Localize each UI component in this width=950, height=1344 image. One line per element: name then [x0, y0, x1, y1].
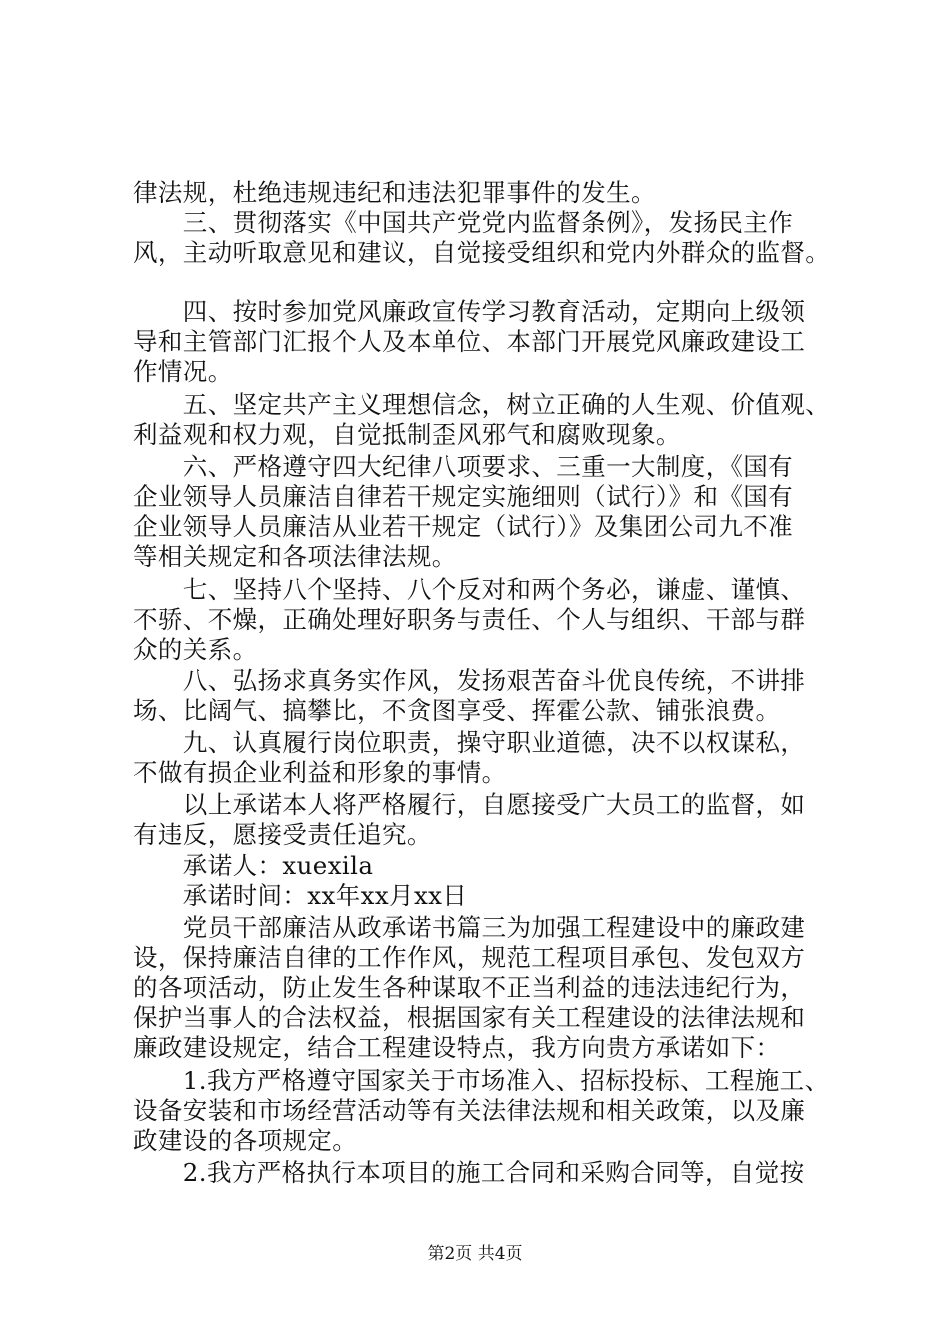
text-line: 利益观和权力观，自觉抵制歪风邪气和腐败现象。	[133, 420, 681, 449]
text-line: 作情况。	[133, 357, 233, 386]
text-line: 七、坚持八个坚持、八个反对和两个务必，谦虚、谨慎、	[133, 575, 806, 604]
text-line: 的各项活动，防止发生各种谋取不正当利益的违法违纪行为，	[133, 973, 806, 1002]
text-line: 企业领导人员廉洁从业若干规定（试行）》及集团公司九不准	[133, 512, 794, 541]
text-line: 三、贯彻落实《中国共产党党内监督条例》，发扬民主作	[133, 208, 794, 237]
text-line: 以上承诺本人将严格履行，自愿接受广大员工的监督，如	[133, 790, 806, 819]
text-line: 承诺人：xuexila	[133, 851, 374, 880]
text-line: 四、按时参加党风廉政宣传学习教育活动，定期向上级领	[133, 297, 806, 326]
text-line: 九、认真履行岗位职责，操守职业道德，决不以权谋私，	[133, 728, 806, 757]
text-line: 等相关规定和各项法律法规。	[133, 542, 457, 571]
text-line: 企业领导人员廉洁自律若干规定实施细则（试行）》和《国有	[133, 482, 794, 511]
text-line: 1.我方严格遵守国家关于市场准入、招标投标、工程施工、	[133, 1066, 830, 1095]
text-line: 保护当事人的合法权益，根据国家有关工程建设的法律法规和	[133, 1003, 806, 1032]
text-line: 六、严格遵守四大纪律八项要求、三重一大制度，《国有	[133, 452, 794, 481]
text-line: 有违反，愿接受责任追究。	[133, 820, 432, 849]
text-line: 党员干部廉洁从政承诺书篇三为加强工程建设中的廉政建	[133, 913, 806, 942]
text-line: 设，保持廉洁自律的工作作风，规范工程项目承包、发包双方	[133, 943, 806, 972]
text-line: 五、坚定共产主义理想信念，树立正确的人生观、价值观、	[133, 390, 831, 419]
text-line: 场、比阔气、搞攀比，不贪图享受、挥霍公款、铺张浪费。	[133, 696, 781, 725]
text-line: 众的关系。	[133, 635, 258, 664]
text-line: 律法规，杜绝违规违纪和违法犯罪事件的发生。	[133, 178, 656, 207]
text-line: 政建设的各项规定。	[133, 1126, 358, 1155]
text-line: 承诺时间：xx年xx月xx日	[133, 881, 468, 910]
text-line: 不做有损企业利益和形象的事情。	[133, 758, 507, 787]
text-line: 风，主动听取意见和建议，自觉接受组织和党内外群众的监督。	[133, 238, 831, 267]
text-line: 2.我方严格执行本项目的施工合同和采购合同等，自觉按	[133, 1158, 805, 1187]
page-number: 第2页 共4页	[427, 1244, 523, 1264]
text-line: 导和主管部门汇报个人及本单位、本部门开展党风廉政建设工	[133, 327, 806, 356]
text-line: 廉政建设规定，结合工程建设特点，我方向贵方承诺如下：	[133, 1033, 781, 1062]
text-line: 八、弘扬求真务实作风，发扬艰苦奋斗优良传统，不讲排	[133, 666, 806, 695]
text-line: 不骄、不燥，正确处理好职务与责任、个人与组织、干部与群	[133, 605, 806, 634]
text-line: 设备安装和市场经营活动等有关法律法规和相关政策，以及廉	[133, 1096, 806, 1125]
